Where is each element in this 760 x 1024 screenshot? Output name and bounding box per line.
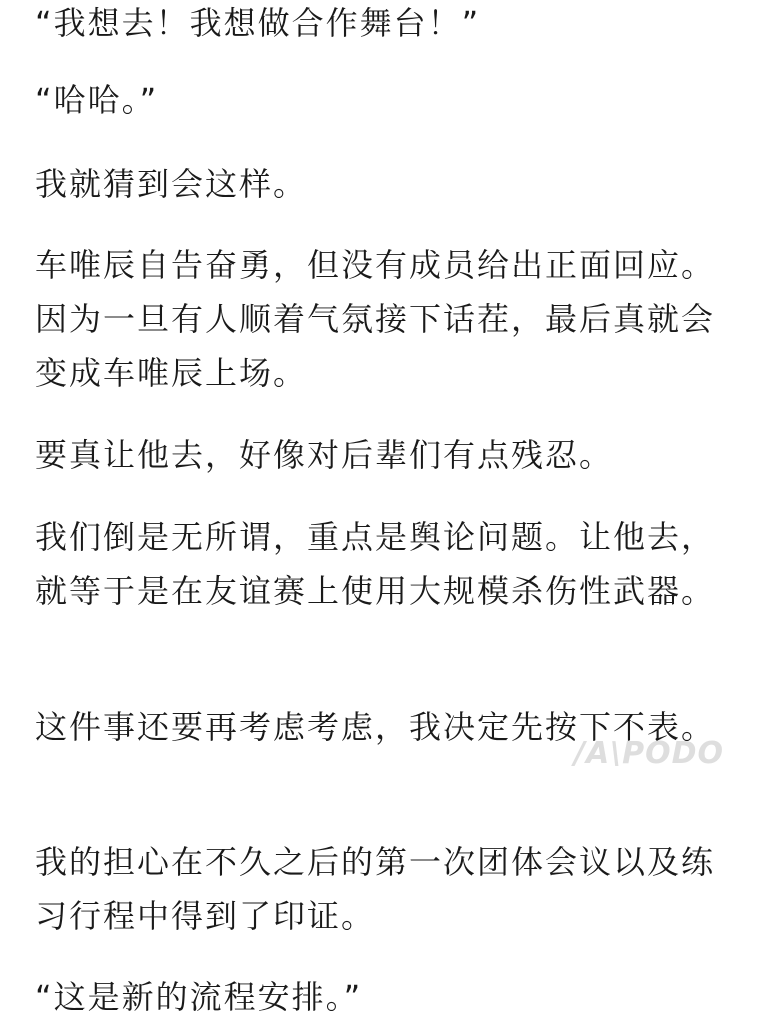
paragraph-9: “这是新的流程安排。”: [35, 978, 363, 1016]
paragraph-8: 我的担心在不久之后的第一次团体会议以及练习行程中得到了印证。: [35, 843, 716, 935]
paragraph-6: 我们倒是无所谓，重点是舆论问题。让他去，就等于是在友谊赛上使用大规模杀伤性武器。: [35, 518, 716, 610]
watermark-logo: /A\PODO: [574, 736, 725, 771]
paragraph-7: 这件事还要再考虑考虑，我决定先按下不表。: [35, 708, 716, 746]
paragraph-5: 要真让他去，好像对后辈们有点残忍。: [35, 436, 614, 474]
paragraph-4: 车唯辰自告奋勇，但没有成员给出正面回应。因为一旦有人顺着气氛接下话茬，最后真就会变成车唯辰上场。: [35, 246, 716, 392]
paragraph-1: “我想去！我想做合作舞台！”: [35, 4, 481, 42]
paragraph-3: 我就猜到会这样。: [35, 165, 308, 203]
paragraph-2: “哈哈。”: [35, 81, 159, 119]
